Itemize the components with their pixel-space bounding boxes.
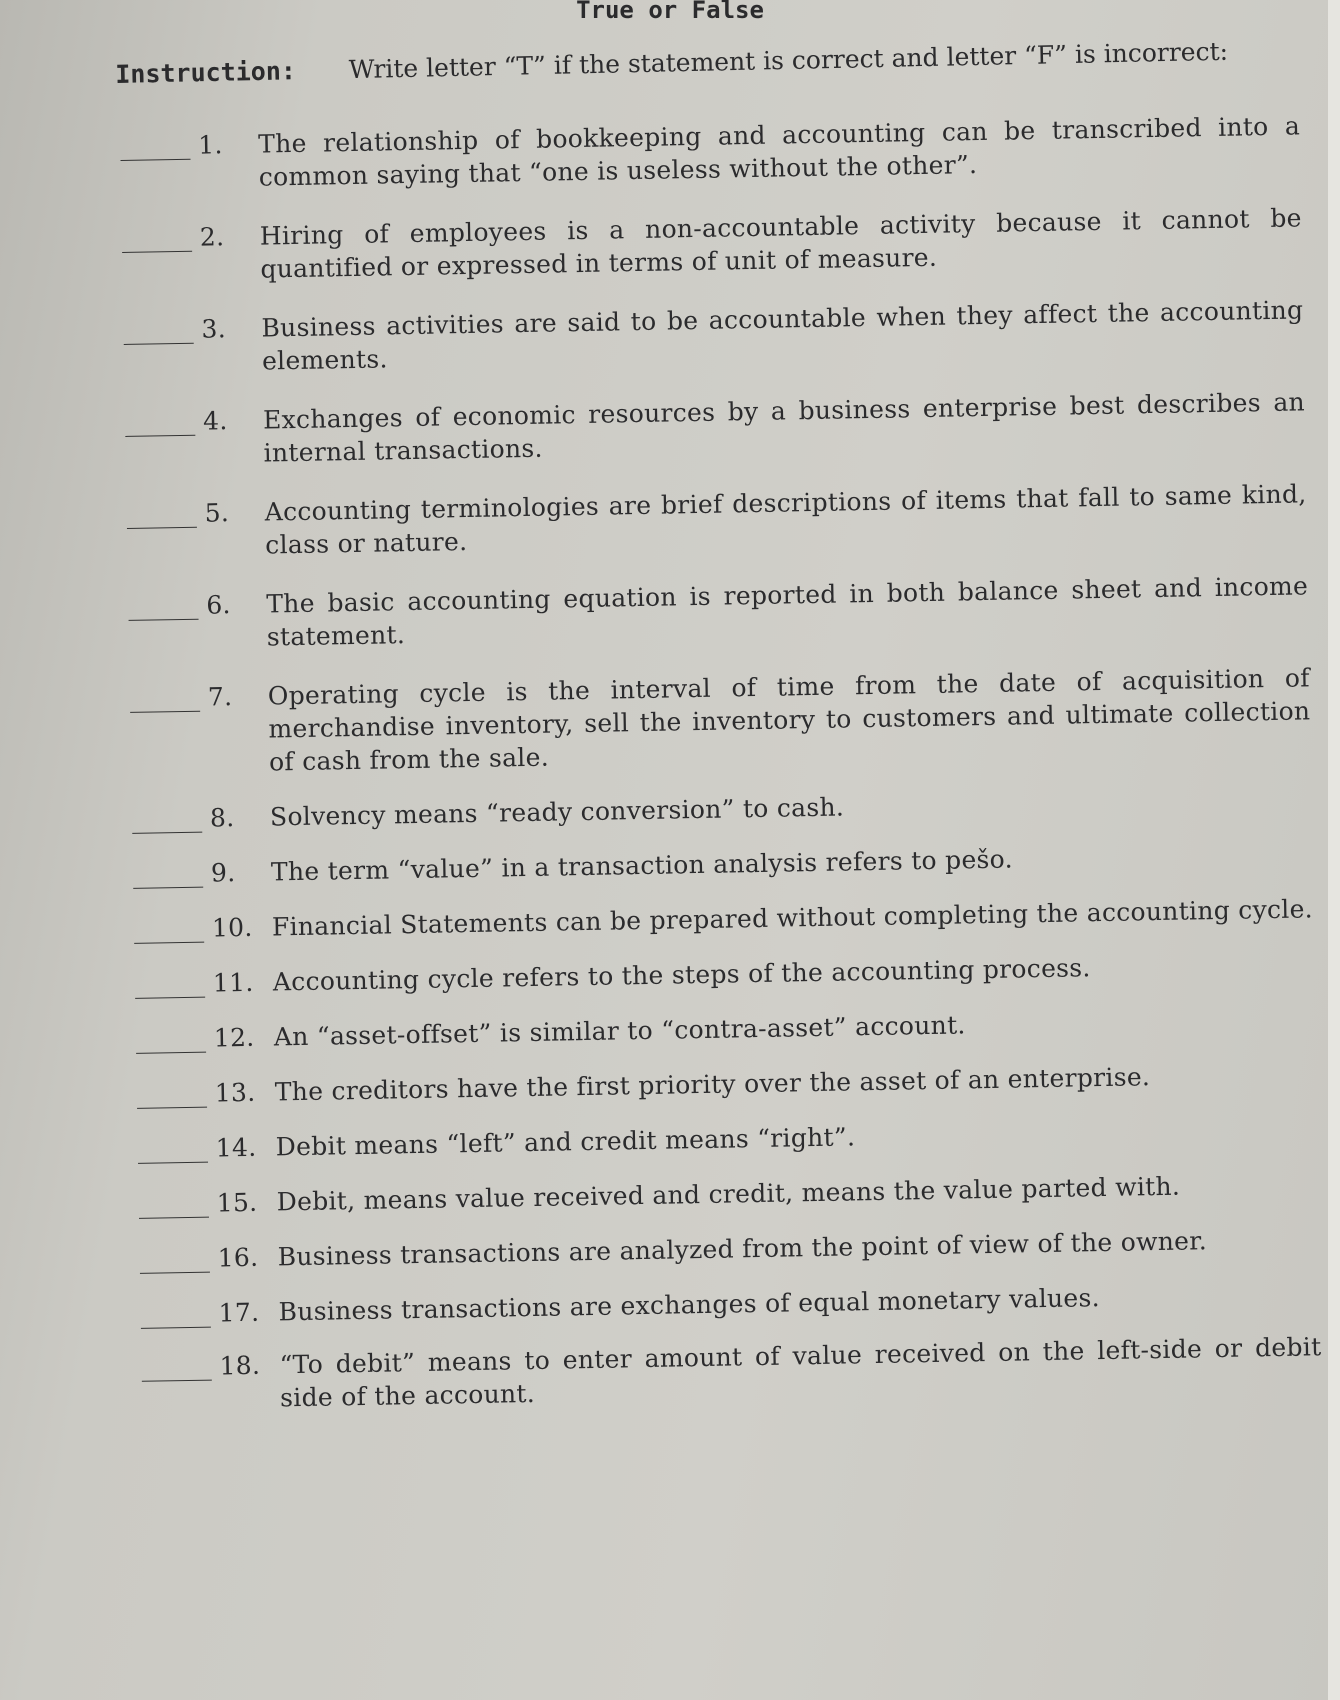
instruction-text: Write letter “T” if the statement is correct and letter “F” is incorrect:: [348, 36, 1229, 85]
question-number: 3.: [201, 314, 227, 344]
question-text: The basic accounting equation is reported in both balance sheet and income statement.: [266, 571, 1309, 652]
question-item: [132, 782, 1312, 836]
question-number: 6.: [206, 590, 232, 620]
question-item: [128, 569, 1309, 656]
question-text: Debit, means value received and credit, means the value parted with.: [276, 1171, 1181, 1217]
question-item: [135, 947, 1315, 1001]
question-number: 9.: [210, 858, 236, 888]
question-number: 11.: [212, 967, 254, 998]
question-item: [138, 1112, 1318, 1166]
answer-blank[interactable]: [138, 1132, 209, 1164]
question-number: 4.: [202, 406, 228, 436]
question-number: 1.: [198, 130, 223, 160]
answer-blank[interactable]: [137, 1077, 208, 1109]
answer-blank[interactable]: [125, 405, 196, 437]
answer-blank[interactable]: [120, 129, 191, 161]
question-text: Solvency means “ready conversion” to cash.: [269, 792, 845, 832]
question-number: 5.: [204, 498, 230, 528]
question-text: Business activities are said to be accountable when they affect the accounting elements.: [261, 295, 1304, 376]
question-number: 14.: [215, 1132, 257, 1163]
answer-blank[interactable]: [138, 1187, 209, 1219]
question-text: The relationship of bookkeeping and accounting can be transcribed into a common saying that “one is useless without the other”.: [258, 111, 1301, 192]
question-item: [138, 1167, 1318, 1221]
answer-blank[interactable]: [141, 1350, 212, 1382]
answer-blank[interactable]: [135, 967, 206, 999]
answer-blank[interactable]: [136, 1022, 207, 1054]
question-item: [133, 837, 1313, 891]
question-number: 16.: [217, 1242, 259, 1273]
question-text: The term “value” in a transaction analysis refers to pešo.: [270, 844, 1014, 887]
instruction-label: Instruction:: [115, 56, 297, 89]
answer-blank[interactable]: [140, 1297, 211, 1329]
question-text: Financial Statements can be prepared without completing the accounting cycle.: [271, 894, 1314, 942]
question-text: An “asset-offset” is similar to “contra-asset” account.: [273, 1010, 966, 1052]
answer-blank[interactable]: [139, 1242, 210, 1274]
question-text: Accounting cycle refers to the steps of the accounting process.: [272, 953, 1091, 997]
worksheet-title: True or False: [576, 0, 764, 24]
question-number: 18.: [219, 1350, 261, 1381]
question-number: 12.: [213, 1022, 255, 1053]
question-item: [125, 385, 1306, 472]
question-text: “To debit” means to enter amount of value received on the left-side or debit side of the account.: [279, 1332, 1322, 1413]
answer-blank[interactable]: [128, 589, 199, 621]
question-text: The creditors have the first priority over the asset of an enterprise.: [274, 1062, 1151, 1107]
answer-blank[interactable]: [134, 912, 205, 944]
question-text: Accounting terminologies are brief descriptions of items that fall to same kind, class or nature.: [264, 479, 1307, 560]
question-text: Operating cycle is the interval of time from the date of acquisition of merchandise inventory, sell the inventory to customers and ultimate collection of cash from the sale.: [267, 663, 1311, 777]
question-item: [137, 1057, 1317, 1111]
question-number: 7.: [207, 682, 233, 712]
question-item: [126, 477, 1307, 564]
question-item: [136, 1002, 1316, 1056]
question-text: Debit means “left” and credit means “right”.: [275, 1122, 856, 1162]
page-edge: [1328, 0, 1340, 1700]
answer-blank[interactable]: [132, 802, 203, 834]
question-item: [134, 892, 1314, 946]
answer-blank[interactable]: [133, 857, 204, 889]
question-item: [140, 1277, 1320, 1331]
question-number: 2.: [199, 222, 225, 252]
question-text: Exchanges of economic resources by a business enterprise best describes an internal transactions.: [262, 387, 1306, 468]
question-number: 13.: [214, 1077, 256, 1108]
question-item: [122, 201, 1303, 288]
question-number: 8.: [209, 803, 235, 833]
question-item: [139, 1222, 1319, 1276]
question-item: [123, 293, 1304, 380]
answer-blank[interactable]: [130, 681, 201, 713]
question-list: [120, 109, 1322, 1416]
question-text: Hiring of employees is a non-accountable activity because it cannot be quantified or expressed in terms of unit of measure.: [259, 203, 1302, 284]
answer-blank[interactable]: [123, 313, 194, 345]
question-text: Business transactions are exchanges of equal monetary values.: [278, 1283, 1101, 1327]
question-item: [130, 661, 1312, 781]
question-number: 15.: [216, 1187, 258, 1218]
answer-blank[interactable]: [126, 497, 197, 529]
question-text: Business transactions are analyzed from the point of view of the owner.: [277, 1226, 1208, 1272]
question-number: 17.: [218, 1297, 260, 1328]
question-number: 10.: [211, 912, 253, 943]
answer-blank[interactable]: [122, 221, 193, 253]
